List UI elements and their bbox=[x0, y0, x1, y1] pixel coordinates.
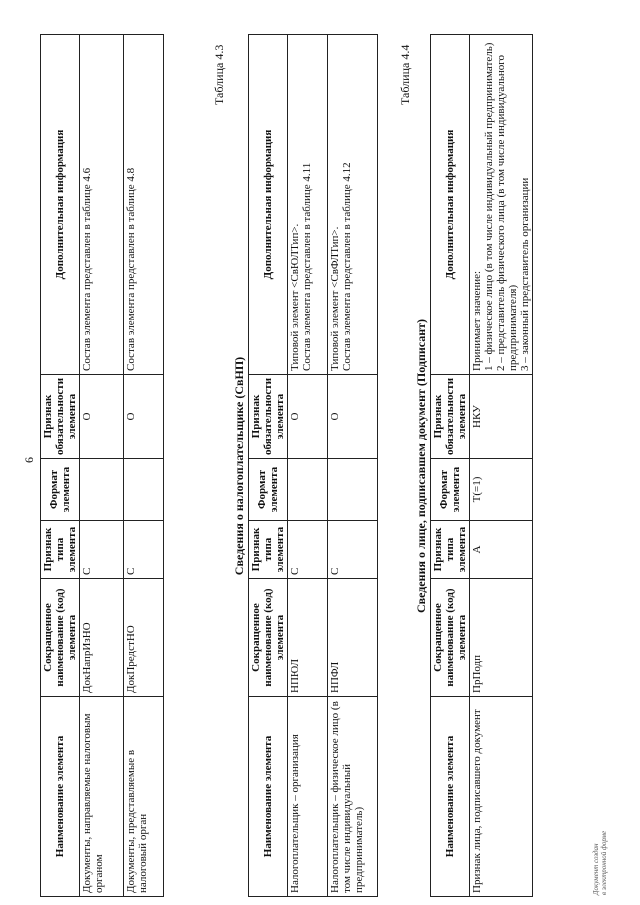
taxpayer-table bbox=[248, 34, 378, 897]
info-line: 2 – представитель физического лица (в том числе индивидуального предпринимателя) bbox=[495, 54, 519, 371]
cell-name: Признак лица, подписавшего документ bbox=[470, 697, 533, 897]
signatory-table bbox=[430, 34, 533, 897]
cell-info bbox=[328, 35, 378, 375]
cell-type: С bbox=[328, 521, 378, 579]
cell-format bbox=[80, 459, 124, 521]
cell-name: Налогоплательщик – организация bbox=[288, 697, 328, 897]
table-row bbox=[470, 35, 533, 897]
cell-info: Состав элемента представлен в таблице 4.6 bbox=[80, 35, 124, 375]
section-title: Сведения о лице, подписавшем документ (Подписант) bbox=[414, 318, 428, 614]
cell-required: О bbox=[288, 375, 328, 459]
cell-name: Документы, направляемые налоговым органом bbox=[80, 697, 124, 897]
table-header-row bbox=[431, 35, 470, 897]
header-format: Формат элемента bbox=[249, 459, 288, 521]
header-type: Признак типа элемента bbox=[249, 521, 288, 579]
margin-note-line: Документ создан bbox=[592, 843, 600, 895]
header-code: Сокращенное наименование (код) элемента bbox=[41, 579, 80, 697]
cell-code: НПЮЛ bbox=[288, 579, 328, 697]
cell-format: T(=1) bbox=[470, 459, 533, 521]
header-type: Признак типа элемента bbox=[431, 521, 470, 579]
cell-name: Документы, представляемые в налоговый орган bbox=[124, 697, 164, 897]
cell-code: ДокПредстНО bbox=[124, 579, 164, 697]
header-name: Наименование элемента bbox=[431, 697, 470, 897]
table-header-row bbox=[41, 35, 80, 897]
cell-code: НПФЛ bbox=[328, 579, 378, 697]
table-header-row bbox=[249, 35, 288, 897]
table-row bbox=[80, 35, 124, 897]
table-row bbox=[328, 35, 378, 897]
info-line: Принимает значение: bbox=[471, 270, 483, 371]
header-info: Дополнительная информация bbox=[249, 35, 288, 375]
cell-format bbox=[124, 459, 164, 521]
cell-format bbox=[288, 459, 328, 521]
margin-note-line: в электронной форме bbox=[600, 830, 608, 895]
header-format: Формат элемента bbox=[431, 459, 470, 521]
info-line: 1 – физическое лицо (в том числе индивидуальный предприниматель) bbox=[483, 42, 495, 371]
header-code: Сокращенное наименование (код) элемента bbox=[431, 579, 470, 697]
documents-table bbox=[40, 34, 164, 897]
page-number: 6 bbox=[22, 457, 36, 463]
header-type: Признак типа элемента bbox=[41, 521, 80, 579]
header-required: Признак обязательности элемента bbox=[431, 375, 470, 459]
cell-required: О bbox=[124, 375, 164, 459]
cell-code: ПрПодп bbox=[470, 579, 533, 697]
table-caption: Таблица 4.4 bbox=[398, 44, 412, 105]
section-title: Сведения о налогоплательщике (СвНП) bbox=[232, 356, 246, 576]
cell-info bbox=[470, 35, 533, 375]
cell-info: Состав элемента представлен в таблице 4.8 bbox=[124, 35, 164, 375]
header-name: Наименование элемента bbox=[41, 697, 80, 897]
header-code: Сокращенное наименование (код) элемента bbox=[249, 579, 288, 697]
cell-type: С bbox=[124, 521, 164, 579]
table-row bbox=[288, 35, 328, 897]
margin-note bbox=[592, 831, 608, 895]
cell-type: А bbox=[470, 521, 533, 579]
info-line: Состав элемента представлен в таблице 4.12 bbox=[341, 162, 353, 371]
cell-type: С bbox=[288, 521, 328, 579]
table-caption: Таблица 4.3 bbox=[212, 44, 226, 105]
cell-required: О bbox=[328, 375, 378, 459]
header-required: Признак обязательности элемента bbox=[41, 375, 80, 459]
cell-code: ДокНапрИзНО bbox=[80, 579, 124, 697]
table-row bbox=[124, 35, 164, 897]
info-line: Состав элемента представлен в таблице 4.11 bbox=[301, 162, 313, 371]
header-info: Дополнительная информация bbox=[431, 35, 470, 375]
info-line: Типовой элемент <СвФЛТип>. bbox=[329, 226, 341, 371]
cell-type: С bbox=[80, 521, 124, 579]
cell-required: О bbox=[80, 375, 124, 459]
info-line: Типовой элемент <СвЮЛТип>. bbox=[289, 223, 301, 371]
cell-required: НКУ bbox=[470, 375, 533, 459]
header-name: Наименование элемента bbox=[249, 697, 288, 897]
header-info: Дополнительная информация bbox=[41, 35, 80, 375]
header-format: Формат элемента bbox=[41, 459, 80, 521]
header-required: Признак обязательности элемента bbox=[249, 375, 288, 459]
info-line: 3 – законный представитель организации bbox=[519, 177, 531, 371]
cell-format bbox=[328, 459, 378, 521]
cell-name: Налогоплательщик – физическое лицо (в том числе индивидуальный предприниматель) bbox=[328, 697, 378, 897]
cell-info bbox=[288, 35, 328, 375]
